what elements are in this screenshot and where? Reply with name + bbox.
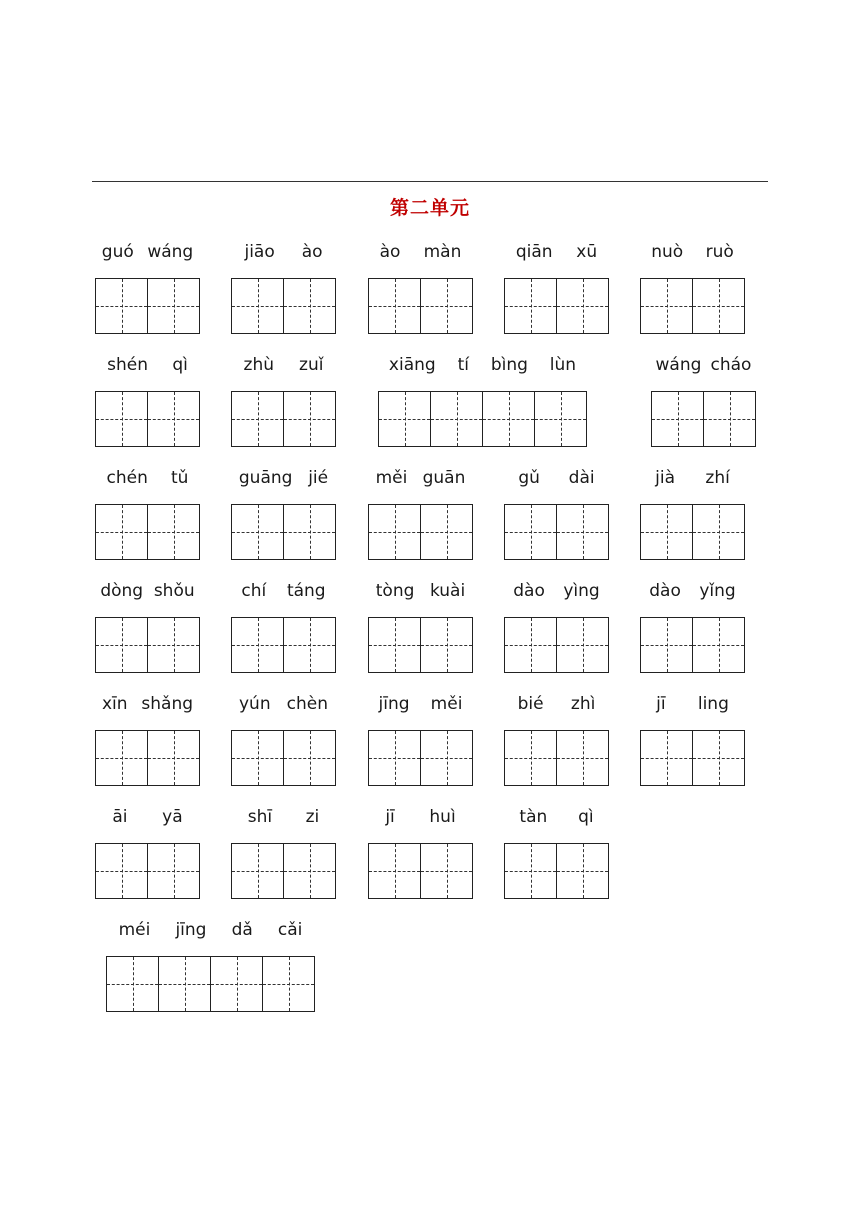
writing-cell[interactable] — [96, 392, 148, 446]
pinyin-syllable: zhí — [705, 468, 730, 488]
pinyin-syllable: qì — [578, 807, 594, 827]
pinyin-syllable: lùn — [549, 355, 577, 375]
pinyin-row — [504, 579, 609, 603]
writing-cell[interactable] — [369, 844, 421, 898]
tianzige-grid — [504, 504, 609, 560]
pinyin-syllable: chí — [241, 581, 267, 601]
pinyin-syllable: shǎng — [141, 694, 194, 714]
tianzige-grid — [640, 617, 745, 673]
pinyin-syllable: jiāo — [244, 242, 275, 262]
pinyin-syllable: zi — [305, 807, 320, 827]
pinyin-syllable: shī — [247, 807, 273, 827]
pinyin-row — [368, 805, 473, 829]
tianzige-grid — [378, 391, 587, 447]
tianzige-grid — [640, 278, 745, 334]
pinyin-syllable: guāng — [238, 468, 293, 488]
pinyin-syllable: jī — [385, 807, 395, 827]
writing-cell[interactable] — [148, 731, 200, 785]
pinyin-row — [95, 353, 200, 377]
writing-cell[interactable] — [693, 618, 745, 672]
pinyin-syllable: āi — [112, 807, 128, 827]
writing-cell[interactable] — [641, 618, 693, 672]
pinyin-syllable: chén — [106, 468, 148, 488]
pinyin-syllable: tàn — [519, 807, 548, 827]
pinyin-syllable: ling — [697, 694, 729, 714]
tianzige-grid — [106, 956, 315, 1012]
pinyin-syllable: táng — [286, 581, 326, 601]
tianzige-grid — [504, 617, 609, 673]
pinyin-syllable: kuài — [429, 581, 466, 601]
writing-cell[interactable] — [96, 279, 148, 333]
writing-cell[interactable] — [96, 618, 148, 672]
pinyin-syllable: zhì — [570, 694, 596, 714]
tianzige-grid — [640, 504, 745, 560]
pinyin-syllable: yún — [239, 694, 271, 714]
writing-cell[interactable] — [284, 844, 336, 898]
writing-cell[interactable] — [557, 618, 609, 672]
pinyin-syllable: huì — [429, 807, 456, 827]
writing-cell[interactable] — [369, 618, 421, 672]
writing-cell[interactable] — [232, 279, 284, 333]
pinyin-syllable: ào — [379, 242, 401, 262]
pinyin-syllable: bié — [517, 694, 544, 714]
writing-cell[interactable] — [421, 505, 473, 559]
writing-cell[interactable] — [284, 731, 336, 785]
pinyin-syllable: dào — [649, 581, 681, 601]
writing-cell[interactable] — [505, 844, 557, 898]
writing-cell[interactable] — [421, 279, 473, 333]
pinyin-row — [95, 805, 200, 829]
writing-cell[interactable] — [148, 505, 200, 559]
pinyin-syllable: gǔ — [518, 468, 540, 488]
pinyin-syllable: jià — [655, 468, 676, 488]
writing-cell[interactable] — [284, 392, 336, 446]
writing-cell[interactable] — [557, 731, 609, 785]
pinyin-syllable: méi — [118, 920, 151, 940]
writing-cell[interactable] — [232, 505, 284, 559]
pinyin-syllable: dòng — [100, 581, 144, 601]
pinyin-syllable: měi — [430, 694, 463, 714]
pinyin-syllable: jīng — [378, 694, 410, 714]
writing-cell[interactable] — [505, 618, 557, 672]
writing-cell[interactable] — [652, 392, 704, 446]
tianzige-grid — [231, 504, 336, 560]
writing-cell[interactable] — [148, 844, 200, 898]
writing-cell[interactable] — [232, 392, 284, 446]
pinyin-syllable: yìng — [563, 581, 600, 601]
tianzige-grid — [95, 843, 200, 899]
pinyin-syllable: tòng — [375, 581, 415, 601]
pinyin-row — [368, 240, 473, 264]
writing-cell[interactable] — [431, 392, 483, 446]
pinyin-syllable: chèn — [286, 694, 328, 714]
writing-cell[interactable] — [232, 844, 284, 898]
pinyin-syllable: qiān — [515, 242, 553, 262]
pinyin-syllable: tǔ — [171, 468, 189, 488]
tianzige-grid — [504, 843, 609, 899]
pinyin-row — [95, 692, 200, 716]
writing-cell[interactable] — [211, 957, 263, 1011]
writing-cell[interactable] — [693, 505, 745, 559]
writing-cell[interactable] — [557, 844, 609, 898]
writing-cell[interactable] — [505, 279, 557, 333]
pinyin-row — [231, 240, 336, 264]
pinyin-row — [95, 240, 200, 264]
pinyin-syllable: dài — [568, 468, 595, 488]
writing-cell[interactable] — [96, 731, 148, 785]
tianzige-grid — [640, 730, 745, 786]
tianzige-grid — [95, 391, 200, 447]
pinyin-syllable: dào — [513, 581, 545, 601]
pinyin-row — [504, 692, 609, 716]
unit-title: 第二单元 — [389, 197, 470, 219]
pinyin-row — [368, 579, 473, 603]
pinyin-syllable: xīn — [101, 694, 128, 714]
writing-cell[interactable] — [232, 618, 284, 672]
pinyin-row — [95, 466, 200, 490]
tianzige-grid — [231, 391, 336, 447]
tianzige-grid — [231, 843, 336, 899]
pinyin-row — [368, 692, 473, 716]
tianzige-grid — [95, 278, 200, 334]
writing-cell[interactable] — [505, 731, 557, 785]
pinyin-syllable: shǒu — [153, 581, 195, 601]
writing-cell[interactable] — [284, 279, 336, 333]
writing-cell[interactable] — [641, 279, 693, 333]
pinyin-row — [231, 805, 336, 829]
pinyin-row — [504, 466, 609, 490]
pinyin-syllable: zuǐ — [299, 355, 324, 375]
pinyin-row — [378, 353, 587, 377]
pinyin-row — [95, 579, 200, 603]
writing-cell[interactable] — [96, 505, 148, 559]
writing-cell[interactable] — [483, 392, 535, 446]
pinyin-row — [504, 240, 609, 264]
tianzige-grid — [95, 617, 200, 673]
pinyin-row — [640, 466, 745, 490]
writing-cell[interactable] — [557, 279, 609, 333]
pinyin-syllable: cǎi — [277, 920, 303, 940]
writing-cell[interactable] — [641, 731, 693, 785]
pinyin-syllable: yā — [162, 807, 183, 827]
writing-cell[interactable] — [693, 279, 745, 333]
writing-cell[interactable] — [369, 505, 421, 559]
pinyin-row — [231, 353, 336, 377]
pinyin-syllable: jīng — [175, 920, 207, 940]
writing-cell[interactable] — [505, 505, 557, 559]
pinyin-row — [640, 579, 745, 603]
tianzige-grid — [368, 730, 473, 786]
tianzige-grid — [95, 730, 200, 786]
pinyin-row — [231, 579, 336, 603]
pinyin-syllable: cháo — [710, 355, 752, 375]
pinyin-row — [231, 692, 336, 716]
pinyin-syllable: jié — [308, 468, 329, 488]
pinyin-syllable: ào — [301, 242, 323, 262]
tianzige-grid — [231, 278, 336, 334]
pinyin-syllable: nuò — [651, 242, 684, 262]
writing-cell[interactable] — [557, 505, 609, 559]
pinyin-row — [368, 466, 473, 490]
writing-cell[interactable] — [284, 618, 336, 672]
writing-cell[interactable] — [369, 279, 421, 333]
writing-cell[interactable] — [159, 957, 211, 1011]
pinyin-syllable: zhù — [243, 355, 274, 375]
pinyin-syllable: xiāng — [388, 355, 436, 375]
writing-cell[interactable] — [535, 392, 587, 446]
tianzige-grid — [368, 504, 473, 560]
pinyin-syllable: yǐng — [699, 581, 736, 601]
pinyin-syllable: shén — [107, 355, 149, 375]
pinyin-syllable: wáng — [655, 355, 702, 375]
tianzige-grid — [231, 617, 336, 673]
writing-cell[interactable] — [148, 618, 200, 672]
writing-cell[interactable] — [284, 505, 336, 559]
writing-cell[interactable] — [107, 957, 159, 1011]
pinyin-syllable: màn — [423, 242, 462, 262]
writing-cell[interactable] — [704, 392, 756, 446]
pinyin-row — [640, 692, 745, 716]
writing-cell[interactable] — [693, 731, 745, 785]
pinyin-syllable: bìng — [490, 355, 528, 375]
pinyin-syllable: qì — [172, 355, 188, 375]
pinyin-syllable: xū — [576, 242, 598, 262]
pinyin-row — [651, 353, 756, 377]
tianzige-grid — [368, 617, 473, 673]
pinyin-row — [504, 805, 609, 829]
pinyin-syllable: guó — [101, 242, 134, 262]
pinyin-syllable: dǎ — [231, 920, 253, 940]
pinyin-syllable: guān — [422, 468, 466, 488]
writing-cell[interactable] — [421, 731, 473, 785]
pinyin-row — [231, 466, 336, 490]
tianzige-grid — [651, 391, 756, 447]
tianzige-grid — [368, 278, 473, 334]
writing-cell[interactable] — [263, 957, 315, 1011]
pinyin-row — [106, 918, 315, 942]
writing-cell[interactable] — [641, 505, 693, 559]
tianzige-grid — [368, 843, 473, 899]
pinyin-syllable: jī — [656, 694, 666, 714]
tianzige-grid — [504, 278, 609, 334]
writing-cell[interactable] — [96, 844, 148, 898]
top-rule — [92, 181, 768, 182]
writing-cell[interactable] — [369, 731, 421, 785]
tianzige-grid — [231, 730, 336, 786]
writing-cell[interactable] — [379, 392, 431, 446]
tianzige-grid — [95, 504, 200, 560]
writing-cell[interactable] — [148, 392, 200, 446]
pinyin-row — [640, 240, 745, 264]
pinyin-syllable: měi — [375, 468, 408, 488]
pinyin-syllable: tí — [457, 355, 469, 375]
tianzige-grid — [504, 730, 609, 786]
writing-cell[interactable] — [421, 844, 473, 898]
pinyin-syllable: wáng — [147, 242, 194, 262]
writing-cell[interactable] — [421, 618, 473, 672]
writing-cell[interactable] — [232, 731, 284, 785]
writing-cell[interactable] — [148, 279, 200, 333]
pinyin-syllable: ruò — [705, 242, 734, 262]
